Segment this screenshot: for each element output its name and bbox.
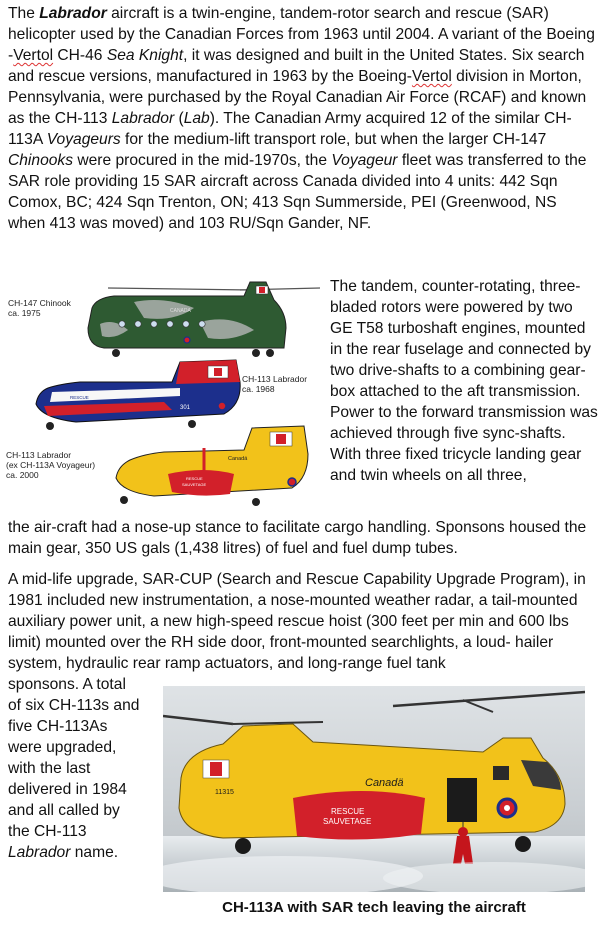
text-run: ). The Canadian Army acquired 12 of the similar CH-113A <box>8 110 572 148</box>
text-run: , it was designed and built in the United States. Six search and rescue versions, manufactured in 1963 by the Boeing- <box>8 47 585 85</box>
text-run-italic: Voyageur <box>331 152 398 169</box>
text-run: ( <box>174 110 184 127</box>
labrador-2000-sauvetage: SAUVETAGE <box>182 482 207 487</box>
text-run: were procured in the mid-1970s, the <box>73 152 332 169</box>
upgrade-paragraph: A mid-life upgrade, SAR-CUP (Search and Rescue Capability Upgrade Program), in 1981 included new instrumentation, a nose-mounted weather radar, a tail-mounted auxiliary power unit, a new high-speed rescue hoist (300 feet per min and 600 lbs limit) mounted over the RH side door, front-mounted searchlights, a loud- hailer system, hydraulic rear ramp actuators, and long-range fuel tank <box>8 571 586 672</box>
helicopter-illustrations <box>4 278 326 514</box>
labrador-1968-illustration <box>36 360 307 430</box>
labrador-2000-illustration <box>6 426 308 506</box>
rotor-paragraph-continued: the air-craft had a nose-up stance to facilitate cargo handling. Sponsons housed the main gear, 350 US gals (1,438 litres) of fuel and fuel dump tubes. <box>8 519 587 557</box>
photo-caption: CH-113A with SAR tech leaving the aircraft <box>222 899 526 916</box>
text-run: for the medium-lift transport role, but when the larger CH-147 <box>120 131 547 148</box>
text-run-italic: Sea Knight <box>106 47 184 64</box>
photo-rescue-text: RESCUE <box>331 807 365 816</box>
photo-canada-logo: Canadä <box>365 777 404 789</box>
photo-serial-number: 11315 <box>215 789 234 796</box>
text-run-italic: Lab <box>183 110 210 127</box>
rotor-paragraph: The tandem, counter-rotating, three-bladed rotors were powered by two GE T58 turboshaft engines, mounted in the rear fuselage and connected by two drive-shafts to a combining gear-box attached to the aft transmission. Power to the forward transmission was achieved through five sync-shafts. With three fixed tricycle landing gear and twin wheels on all three, <box>330 278 598 484</box>
spellcheck-word: Vertol <box>13 47 54 64</box>
labrador-2000-label: CH-113 Labrador <box>6 450 72 460</box>
photo-sauvetage-text: SAUVETAGE <box>323 817 372 826</box>
text-run-bold-italic: Labrador <box>39 5 107 22</box>
labrador-2000-logo: Canadá <box>228 456 248 462</box>
text-run-italic: Voyageurs <box>46 131 121 148</box>
text-run-italic: Labrador <box>111 110 175 127</box>
text-run: The <box>8 5 40 22</box>
text-run: sponsons. A total of six CH-113s and five CH-113As were upgraded, with the last delivered in 1984 and all called by the CH-113 <box>8 676 140 840</box>
labrador-1968-number: 301 <box>180 405 191 411</box>
chinook-year: ca. 1975 <box>8 308 41 318</box>
text-run: CH-46 <box>53 47 107 64</box>
text-run: name. <box>70 844 119 861</box>
labrador-1968-year: ca. 1968 <box>242 384 275 394</box>
spellcheck-word: Vertol <box>411 68 452 85</box>
text-run: division in Morton, Pennsylvania, were purchased by the Royal Canadian Air Force (RCAF) and known as the CH-113 <box>8 68 587 127</box>
text-run: fleet was transferred to the SAR role providing 15 SAR aircraft across Canada divided into 4 units: 442 Sqn Comox, BC; 424 Sqn Trenton, ON; 413 Sqn Summerside, PEI (Greenwood, NS when 413 was moved) and 103 RU/Sqn Gander, NF. <box>8 152 587 232</box>
chinook-label: CH-147 Chinook <box>8 298 71 308</box>
labrador-2000-sublabel: (ex CH-113A Voyageur) <box>6 460 96 470</box>
chinook-illustration <box>8 282 320 357</box>
text-run-italic: Labrador <box>8 844 71 861</box>
chinook-fuselage-text: CANADA <box>170 308 191 314</box>
labrador-1968-label: CH-113 Labrador <box>242 374 308 384</box>
labrador-2000-rescue: RESCUE <box>186 476 203 481</box>
text-run: aircraft is a twin-engine, tandem-rotor search and rescue (SAR) helicopter used by the Canadian Forces from 1963 until 2004. A variant of the Boeing - <box>8 5 595 64</box>
ch113a-photo <box>163 686 585 892</box>
upgrade-paragraph-continued <box>8 674 143 863</box>
text-run-italic: Chinooks <box>8 152 74 169</box>
labrador-1968-text: RESCUE <box>70 395 89 400</box>
intro-paragraph <box>8 3 598 234</box>
labrador-2000-year: ca. 2000 <box>6 470 39 480</box>
